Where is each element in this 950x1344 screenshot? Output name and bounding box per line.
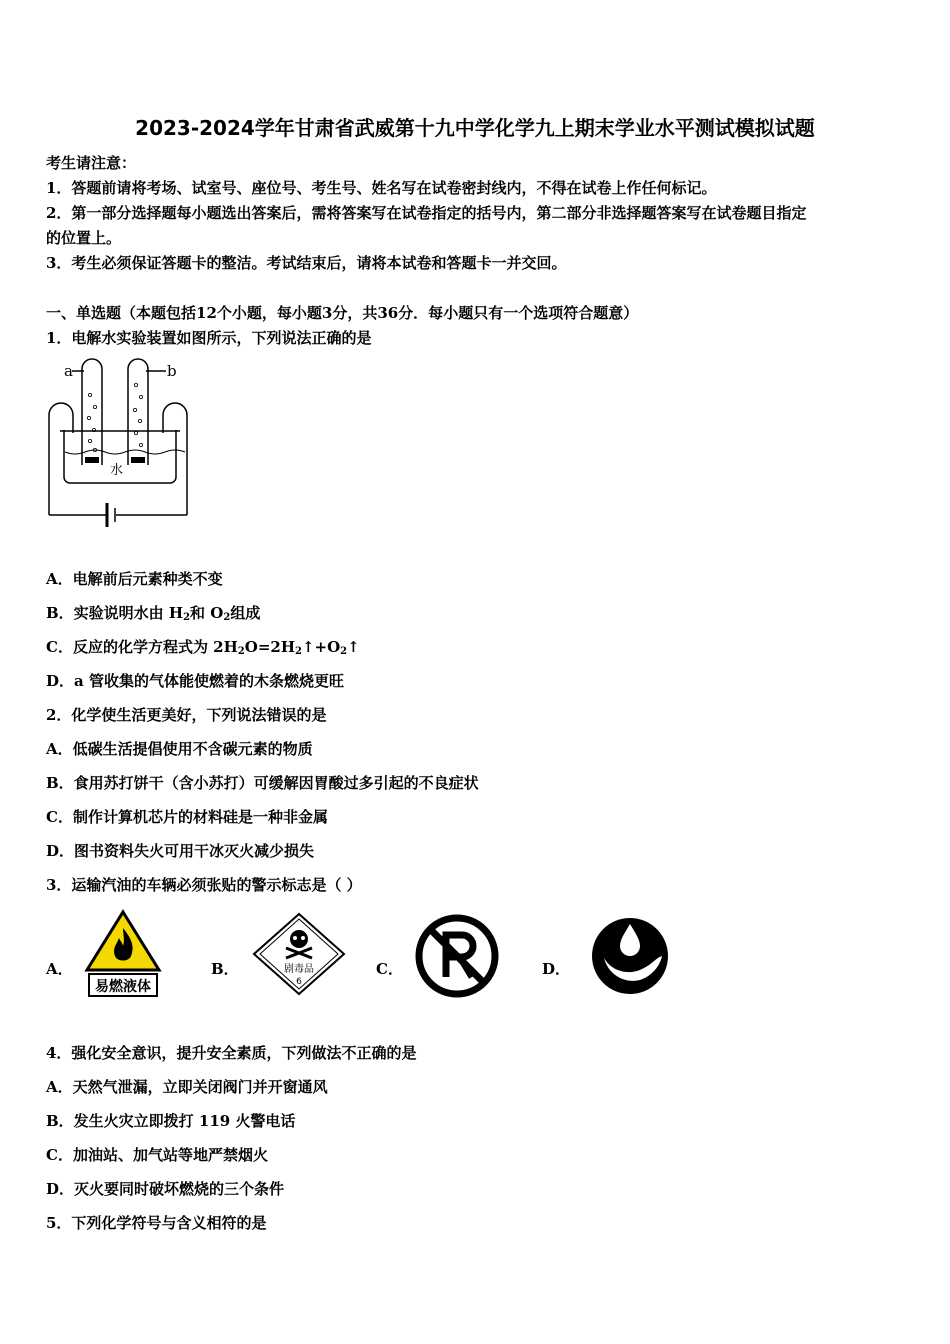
question-3-stem: 3．运输汽油的车辆必须张贴的警示标志是（ ） — [46, 876, 362, 894]
question-4-stem: 4．强化安全意识，提升安全素质，下列做法不正确的是 — [46, 1044, 417, 1062]
notice-item-2-line-1: 2．第一部分选择题每小题选出答案后，需将答案写在试卷指定的括号内，第二部分非选择题答案写在试卷题目指定 — [46, 204, 807, 222]
tube-a-label: a — [64, 362, 73, 380]
page-title: 2023-2024学年甘肃省武威第十九中学化学九上期末学业水平测试模拟试题 — [135, 116, 815, 140]
question-2-option-a: A．低碳生活提倡使用不含碳元素的物质 — [46, 740, 313, 758]
question-2-option-c: C．制作计算机芯片的材料硅是一种非金属 — [46, 808, 328, 826]
question-1-option-c: C．反应的化学方程式为 $2H_2O=2H_2↑+O_2↑$ — [46, 638, 360, 657]
question-1-option-d: D．a 管收集的气体能使燃着的木条燃烧更旺 — [46, 672, 344, 690]
notice-item-3: 3．考生必须保证答题卡的整洁。考试结束后，请将本试卷和答题卡一并交回。 — [46, 254, 567, 272]
electrolysis-apparatus-figure — [40, 355, 200, 535]
notice-heading: 考生请注意： — [46, 154, 137, 172]
question-4-option-a: A．天然气泄漏，立即关闭阀门并开窗通风 — [46, 1078, 328, 1096]
question-1-option-a: A．电解前后元素种类不变 — [46, 570, 223, 588]
tube-b-label: b — [167, 362, 177, 380]
question-4-option-b: B．发生火灾立即拨打 119 火警电话 — [46, 1112, 296, 1130]
question-2-option-d: D．图书资料失火可用干冰灭火减少损失 — [46, 842, 315, 860]
toxic-substance-sign-icon — [252, 912, 346, 996]
flammable-liquid-sign-icon — [84, 910, 162, 998]
question-5-stem: 5．下列化学符号与含义相符的是 — [46, 1214, 267, 1232]
question-3-option-d: D． — [542, 960, 571, 978]
toxic-sign-number: 6 — [296, 977, 302, 987]
no-parking-sign-icon — [414, 913, 500, 999]
question-2-stem: 2．化学使生活更美好，下列说法错误的是 — [46, 706, 327, 724]
flammable-sign-text: 易燃液体 — [95, 979, 151, 995]
question-1-stem: 1．电解水实验装置如图所示，下列说法正确的是 — [46, 329, 372, 347]
question-4-option-c: C．加油站、加气站等地严禁烟火 — [46, 1146, 268, 1164]
question-3-option-b: B． — [211, 960, 239, 978]
toxic-sign-text: 剧毒品 — [284, 964, 314, 975]
notice-item-1: 1．答题前请将考场、试室号、座位号、考生号、姓名写在试卷密封线内，不得在试卷上作任何标记。 — [46, 179, 717, 197]
notice-item-2-line-2: 的位置上。 — [46, 229, 122, 247]
water-label: 水 — [110, 463, 124, 478]
question-4-option-d: D．灭火要同时破坏燃烧的三个条件 — [46, 1180, 285, 1198]
question-2-option-b: B．食用苏打饼干（含小苏打）可缓解因胃酸过多引起的不良症状 — [46, 774, 479, 792]
section-heading: 一、单选题（本题包括12个小题，每小题3分，共36分．每小题只有一个选项符合题意） — [46, 304, 639, 322]
water-saving-sign-icon — [590, 910, 672, 1002]
question-1-option-b: B．实验说明水由 $H_2$和 $O_2$组成 — [46, 604, 261, 623]
question-3-option-a: A． — [46, 960, 73, 978]
question-3-option-c: C． — [376, 960, 403, 978]
